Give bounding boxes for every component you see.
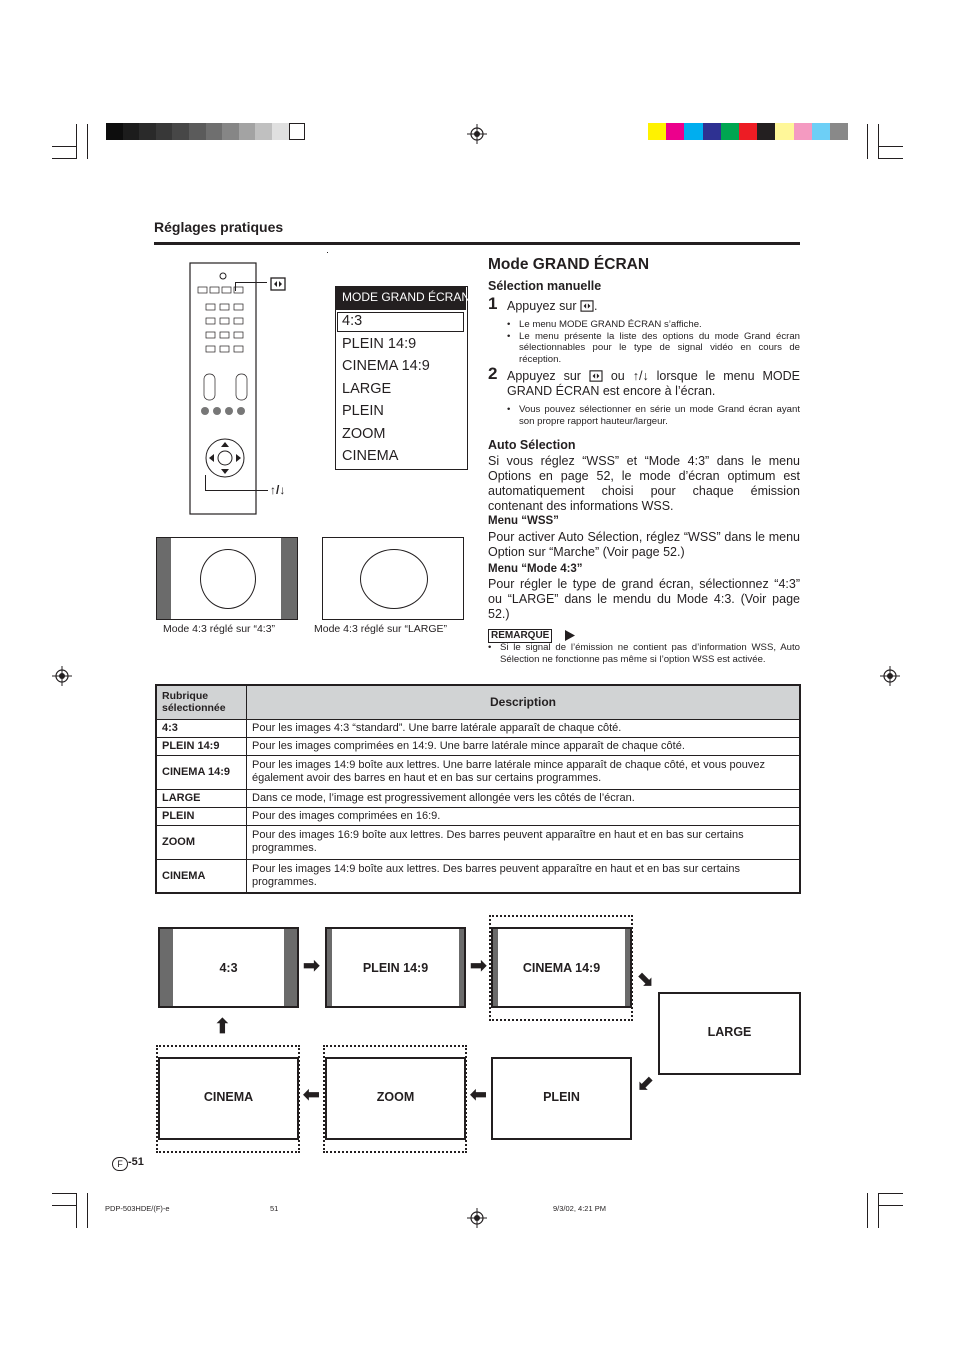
note-text: • Si le signal de l’émission ne contient pas d’information WSS, Auto Sélection ne fonctionne pas même si l’option WSS est activée. [488,642,800,665]
language-badge: F [112,1157,128,1171]
registration-mark-icon [880,666,900,686]
gray-swatch [172,123,189,140]
color-swatch [684,123,702,140]
color-swatch [721,123,739,140]
auto-selection-heading: Auto Sélection [488,438,576,452]
table-row [156,755,800,789]
bullet-note [507,404,800,427]
gray-swatch [289,123,306,140]
step-2-text: Appuyez sur ou ↑/↓ lorsque le menu MODE GRAND ÉCRAN est encore à l’écran. [507,369,800,398]
color-swatch [775,123,793,140]
bullet-text: Le menu présente la liste des options du mode Grand écran sélectionnables pour le type de signal vidéo en cours de réception. [519,330,800,365]
caption-mode-large: Mode 4:3 réglé sur “LARGE” [314,623,448,635]
bullet-dot: • [507,404,511,415]
registration-mark-icon [467,1208,487,1228]
step-2-number: 2 [488,364,498,383]
wide-mode-icon [589,370,603,382]
table-cell-item: PLEIN 14:9 [156,737,247,755]
menu-item: ZOOM [342,425,386,442]
table-row [156,737,800,755]
bullet-dot: • [507,319,511,330]
wide-mode-menu-title: MODE GRAND ÉCRAN [342,290,471,304]
table-cell-description: Pour les images 14:9 boîte aux lettres. Des barres peuvent apparaître en haut et en bas sur certains programmes. [247,859,801,893]
gray-swatch [189,123,206,140]
gray-swatch [255,123,272,140]
gray-swatch [239,123,256,140]
table-cell-item: CINEMA 14:9 [156,755,247,789]
arrow-down-icon: ↓ [642,369,649,383]
wide-mode-icon [270,277,286,291]
table-cell-description: Pour des images comprimées en 16:9. [247,807,801,825]
wss-menu-heading: Menu “WSS” [488,515,559,527]
menu-item: CINEMA 14:9 [342,358,430,374]
menu-item: LARGE [342,380,392,397]
arrow-down-left-icon: ⬋ [637,1073,654,1095]
gray-swatch [106,123,123,140]
gray-swatch [222,123,239,140]
step-1-notes [507,319,800,365]
page-number: -51 [128,1156,144,1168]
arrow-up-icon: ↑ [270,483,276,497]
arrow-down-icon: ↓ [279,483,286,497]
sheet-number: 51 [270,1204,279,1213]
bullet-note [507,331,800,366]
up-down-arrow-keys-label: ↑/↓ [270,483,286,497]
color-swatch [739,123,757,140]
table-cell-item: LARGE [156,789,247,807]
step-2-notes [507,404,800,427]
table-cell-description: Pour les images 14:9 boîte aux lettres. Une barre latérale mince apparaît de chaque côté, et vous pouvez également avoir des barres en haut et en bas sur certains programmes. [247,755,801,789]
table-row [156,789,800,807]
gray-swatch [272,123,289,140]
table-cell-item: CINEMA [156,859,247,893]
table-header-description: Description [247,685,801,719]
bullet-text: Le menu MODE GRAND ÉCRAN s’affiche. [519,319,702,330]
table-row [156,719,800,737]
arrow-down-right-icon: ⬊ [637,969,654,991]
gray-swatch [156,123,173,140]
color-swatch [703,123,721,140]
print-timestamp: 9/3/02, 4:21 PM [553,1204,606,1213]
table-header-item: Rubrique sélectionnée [156,685,247,719]
wide-mode-icon [580,300,594,312]
arrow-right-icon: ➡ [303,955,320,977]
cycle-screen-large: LARGE [658,992,801,1075]
cycle-screen-plein-149: PLEIN 14:9 [325,927,466,1008]
cycle-screen-cinema: CINEMA [158,1057,299,1140]
menu-item: CINEMA [342,448,399,464]
step-1-number: 1 [488,294,498,313]
arrow-left-icon: ⬅ [470,1084,487,1106]
wss-menu-text: Pour activer Auto Sélection, réglez “WSS” dans le menu Option sur “Marche” (Voir page 52.) [488,530,800,559]
example-screen-large [322,537,464,620]
registration-mark-icon [52,666,72,686]
color-swatch [812,123,830,140]
cycle-screen-43: 4:3 [158,927,299,1008]
color-swatch [794,123,812,140]
menu-item: 4:3 [342,313,363,329]
table-cell-description: Dans ce mode, l’image est progressivement allongée vers les côtés de l’écran. [247,789,801,807]
table-cell-item: ZOOM [156,825,247,859]
page-title: Mode GRAND ÉCRAN [488,256,650,273]
bullet-text: Vous pouvez sélectionner en série un mode Grand écran ayant son propre rapport hauteur/largeur. [519,404,800,427]
triangle-right-icon [564,629,576,642]
gray-swatch [139,123,156,140]
cycle-screen-cinema-149: CINEMA 14:9 [491,927,632,1008]
menu-item: PLEIN 14:9 [342,335,417,352]
section-title: Réglages pratiques [154,219,284,235]
mode43-menu-heading: Menu “Mode 4:3” [488,563,583,575]
arrow-right-icon: ➡ [470,955,487,977]
header-rule [154,242,800,245]
menu-item: PLEIN [342,403,384,419]
manual-selection-heading: Sélection manuelle [488,279,602,293]
gray-swatch [123,123,140,140]
cycle-screen-zoom: ZOOM [325,1057,466,1140]
color-swatch [648,123,666,140]
table-row [156,825,800,859]
arrow-up-icon: ↑ [632,369,639,383]
table-cell-item: 4:3 [156,719,247,737]
table-cell-item: PLEIN [156,807,247,825]
color-swatch [830,123,848,140]
arrow-up-icon: ⬆ [214,1016,231,1038]
mode-description-table [155,684,801,894]
note-badge: REMARQUE [488,629,552,643]
auto-selection-text: Si vous réglez “WSS” et “Mode 4:3” dans le menu Options en page 52, le mode d’écran optimum est automatiquement choisi pour chaque émission contenant des informations WSS. [488,454,800,513]
mode43-menu-text: Pour régler le type de grand écran, sélectionnez “4:3” ou “LARGE” dans le mendu du Mode 4:3. (Voir page 52.) [488,577,800,621]
example-screen-43 [156,537,298,620]
table-cell-description: Pour les images comprimées en 14:9. Une barre latérale mince apparaît de chaque côté. [247,737,801,755]
color-swatch [666,123,684,140]
table-row [156,807,800,825]
cycle-screen-plein: PLEIN [491,1057,632,1140]
step-1-text: Appuyez sur . [507,299,598,313]
table-cell-description: Pour les images 4:3 “standard”. Une barre latérale apparaît de chaque côté. [247,719,801,737]
bullet-note [507,319,800,331]
gray-swatch [206,123,223,140]
table-cell-description: Pour des images 16:9 boîte aux lettres. Des barres peuvent apparaître en haut et en bas sur certains programmes. [247,825,801,859]
caption-mode-43: Mode 4:3 réglé sur “4:3” [163,623,276,635]
arrow-left-icon: ⬅ [303,1084,320,1106]
document-id: PDP-503HDE/(F)-e [105,1204,170,1213]
color-swatch [757,123,775,140]
table-row [156,859,800,893]
remote-control-icon [189,262,257,515]
bullet-dot: • [507,330,511,342]
registration-mark-icon [467,124,487,144]
